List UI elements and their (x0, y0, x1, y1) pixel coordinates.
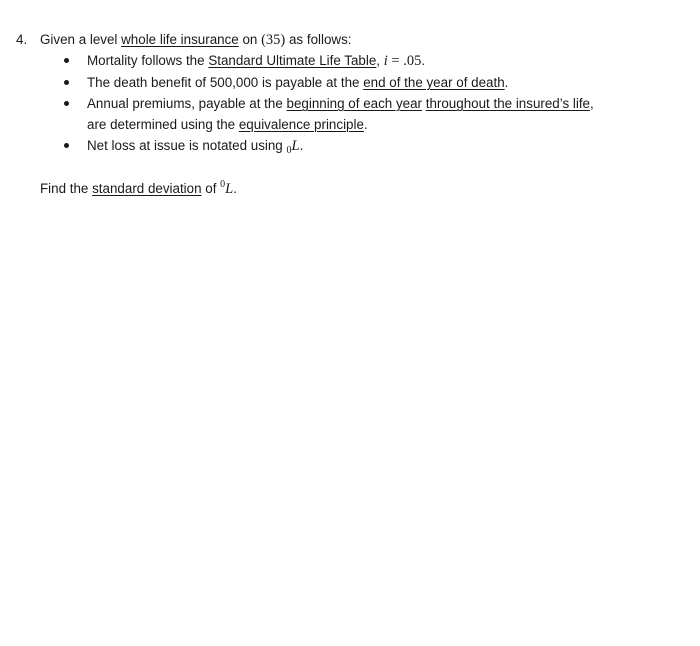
bullet-icon (64, 58, 69, 63)
link-throughout-insureds-life: throughout the insured’s life (425, 96, 591, 111)
net-loss-variable: L (225, 181, 234, 197)
link-beginning-of-each-year: beginning of each year (286, 96, 422, 111)
interest-variable: i (383, 53, 388, 69)
link-end-of-year-of-death: end of the year of death (363, 75, 505, 90)
question-line: Find the standard deviation of $^0$L. (40, 179, 237, 197)
list-item: Net loss at issue is notated using $_0$L. (16, 135, 686, 161)
bullet-icon (64, 143, 69, 148)
condition-list (16, 50, 686, 161)
bullet-icon (64, 101, 69, 106)
problem-number: 4. (16, 32, 28, 47)
list-item: Mortality follows the Standard Ultimate Life Table, i = .05. (16, 50, 686, 72)
age-notation: (35) (261, 32, 286, 48)
net-loss-subscript: 0 (286, 145, 292, 156)
link-whole-life-insurance: whole life insurance (121, 32, 239, 47)
list-item: Annual premiums, payable at the beginning of each year throughout the insured’s life, are determined using the equivalence principle. (16, 93, 686, 135)
link-equivalence-principle: equivalence principle (238, 117, 364, 132)
net-loss-variable: L (291, 138, 300, 154)
problem-intro (16, 30, 686, 50)
bullet-icon (64, 80, 69, 85)
link-standard-deviation: standard deviation (92, 181, 202, 196)
interest-value: = .05 (387, 53, 422, 69)
net-loss-superscript: 0 (220, 179, 226, 190)
link-standard-ultimate-life-table: Standard Ultimate Life Table (208, 53, 377, 68)
intro-text: Given a level whole life insurance on (35) as follows: (40, 32, 352, 48)
problem-4 (16, 30, 686, 199)
list-item: The death benefit of 500,000 is payable at the end of the year of death. (16, 72, 686, 93)
